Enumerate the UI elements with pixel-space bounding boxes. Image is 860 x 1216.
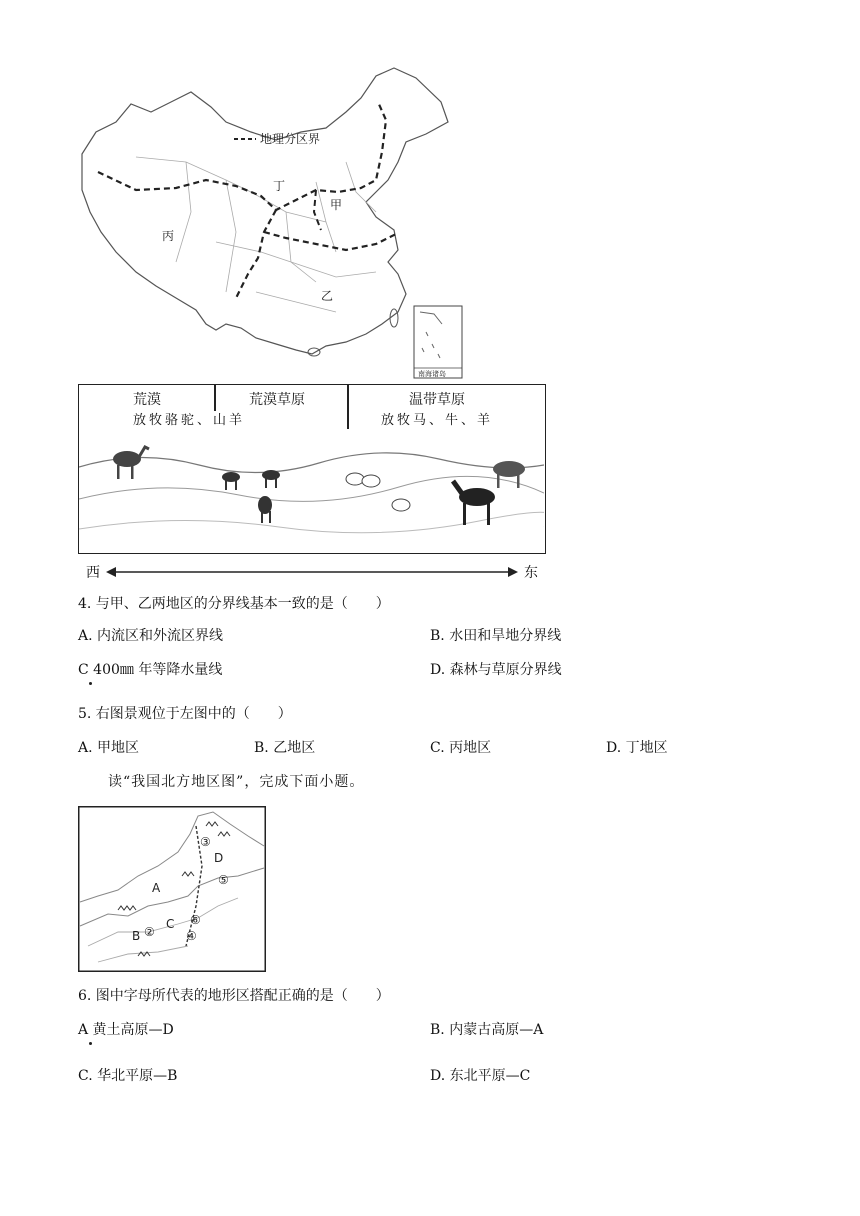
reading-intro: 读“我国北方地区图”，完成下面小题。 <box>108 774 365 790</box>
region-boundary-nw-east <box>314 190 321 230</box>
q5-option-d[interactable]: D. 丁地区 <box>606 740 668 756</box>
q5-option-a[interactable]: A. 甲地区 <box>78 740 140 756</box>
map2-letter-b: B <box>132 929 141 943</box>
q4-option-d[interactable]: D. 森林与草原分界线 <box>430 662 562 678</box>
camel-icon <box>113 447 149 479</box>
zone-desert-title: 荒漠 <box>133 392 161 408</box>
q5-option-c[interactable]: C. 丙地区 <box>430 740 492 756</box>
south-sea-inset <box>414 306 462 378</box>
region-label-jia: 甲 <box>330 198 343 212</box>
map2-number-3: ③ <box>200 835 211 849</box>
goat-icon <box>222 470 280 523</box>
q5-option-b[interactable]: B. 乙地区 <box>254 740 316 756</box>
map2-number-6: ⑥ <box>190 913 201 927</box>
west-label: 西 <box>86 565 100 581</box>
map2-letter-c: C <box>166 917 175 931</box>
north-china-map <box>78 806 266 972</box>
zone-temperate-desc: 放牧马、牛、羊 <box>381 413 494 428</box>
horse-icon <box>453 461 525 525</box>
map2-letter-d: D <box>214 851 224 865</box>
landscape-figure <box>78 384 546 554</box>
region-label-ding: 丁 <box>273 179 286 193</box>
map2-number-2: ② <box>144 925 155 939</box>
question-6-stem: 6. 图中字母所代表的地形区搭配正确的是（ ） <box>78 988 390 1004</box>
region-boundary-north <box>98 102 386 210</box>
east-label: 东 <box>524 565 538 581</box>
question-5-stem: 5. 右图景观位于左图中的（ ） <box>78 706 292 722</box>
zone-desert-steppe-title: 荒漠草原 <box>249 392 305 408</box>
q6-option-b[interactable]: B. 内蒙古高原—A <box>430 1022 544 1038</box>
q4-option-a[interactable]: A. 内流区和外流区界线 <box>78 628 224 644</box>
china-outline <box>82 68 448 354</box>
q6-option-c[interactable]: C. 华北平原—B <box>78 1068 178 1084</box>
inset-caption: 南海诸岛 <box>418 370 446 378</box>
region-label-yi: 乙 <box>321 289 334 303</box>
region-boundary-qt <box>236 210 276 298</box>
q4-option-b[interactable]: B. 水田和旱地分界线 <box>430 628 562 644</box>
china-region-map <box>76 62 476 380</box>
map2-number-5: ⑤ <box>218 873 229 887</box>
q4-option-c[interactable]: C 400㎜ 年等降水量线 <box>78 662 223 678</box>
sheep-icon <box>346 473 410 511</box>
question-4-stem: 4. 与甲、乙两地区的分界线基本一致的是（ ） <box>78 596 390 612</box>
zone-desert-desc: 放牧骆驼、山羊 <box>133 413 246 428</box>
q6-option-a[interactable]: A 黄土高原—D <box>78 1022 174 1038</box>
map2-number-4: ④ <box>186 929 197 943</box>
map2-letter-a: A <box>152 881 161 895</box>
region-label-bing: 丙 <box>162 229 175 243</box>
map-legend-label: 地理分区界 <box>260 132 321 146</box>
zone-temperate-steppe-title: 温带草原 <box>409 392 465 408</box>
q6-option-d[interactable]: D. 东北平原—C <box>430 1068 531 1084</box>
west-east-arrow <box>106 566 518 578</box>
